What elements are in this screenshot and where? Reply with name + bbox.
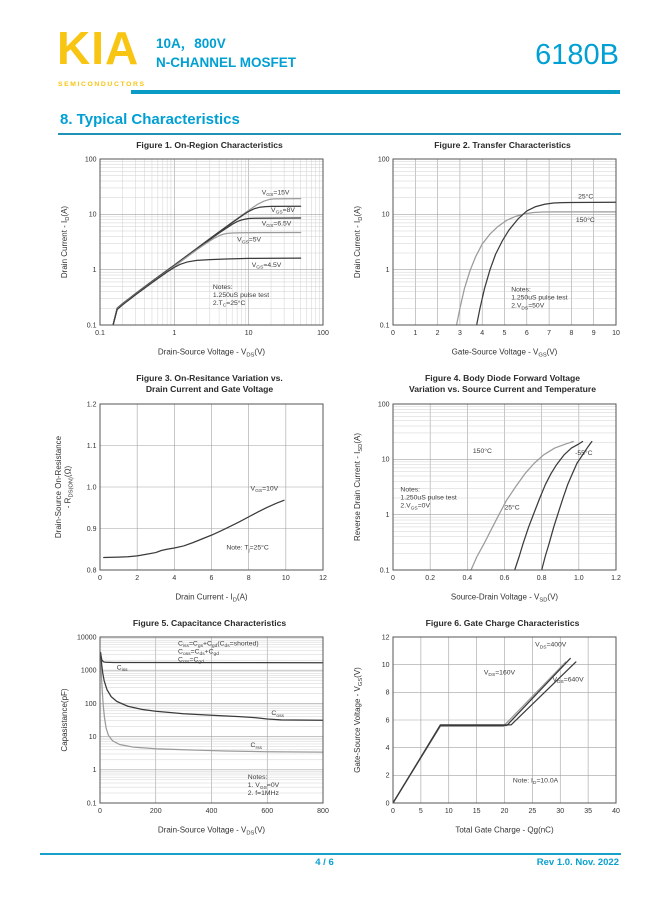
part-number: 6180B xyxy=(535,39,619,71)
svg-text:1: 1 xyxy=(412,330,417,338)
svg-text:7: 7 xyxy=(546,330,551,338)
svg-text:1.1: 1.1 xyxy=(86,442,96,450)
figure-4-title: Figure 4. Body Diode Forward Voltage Variation vs. Source Current and Temperature xyxy=(408,373,597,395)
svg-text:Drain Current - ID(A): Drain Current - $I_D(A)$ xyxy=(174,592,248,603)
svg-text:1.2: 1.2 xyxy=(610,574,621,582)
svg-text:5: 5 xyxy=(418,807,423,815)
svg-text:-55°C: -55°C xyxy=(574,449,593,457)
svg-text:150°C: 150°C xyxy=(472,447,492,455)
svg-text:0.1: 0.1 xyxy=(86,322,96,330)
figure-4 xyxy=(345,373,630,602)
svg-text:Coss: $C_{oss}$ xyxy=(270,709,284,719)
svg-text:8: 8 xyxy=(385,689,389,697)
svg-text:0: 0 xyxy=(97,574,102,582)
svg-text:100: 100 xyxy=(84,700,96,708)
kia-logo-subtext: SEMICONDUCTORS xyxy=(58,81,146,88)
svg-text:0: 0 xyxy=(97,807,102,815)
svg-text:Drain Current - ID(A): Drain Current - $I_D(A)$ xyxy=(59,206,71,279)
svg-text:150°C: 150°C xyxy=(575,217,595,225)
svg-text:1.2: 1.2 xyxy=(86,400,96,408)
figure-2-title: Figure 2. Transfer Characteristics xyxy=(434,140,571,150)
svg-text:VGS=8V: $V_{GS}=8V$ xyxy=(270,207,295,216)
figure-6-title: Figure 6. Gate Charge Characteristics xyxy=(425,617,580,628)
svg-text:1.250uS pulse test: 1.250uS pulse test xyxy=(510,294,568,302)
svg-text:Ciss: $C_{iss}$ xyxy=(116,664,128,673)
svg-text:8: 8 xyxy=(246,574,251,582)
svg-text:Notes:: Notes: xyxy=(510,286,531,294)
svg-text:Source-Drain Voltage - VSD(V: Source-Drain Voltage - $V_{SD}(V)$ xyxy=(450,592,558,603)
svg-text:1.0: 1.0 xyxy=(86,483,96,491)
svg-text:0.1: 0.1 xyxy=(86,800,96,808)
svg-text:1.250uS pulse test: 1.250uS pulse test xyxy=(212,292,269,300)
svg-text:Drain-Source Voltage - VDS(V: Drain-Source Voltage - $V_{DS}(V)$ xyxy=(157,825,265,836)
svg-text:2: 2 xyxy=(134,574,139,582)
device-rating: 10A，800V xyxy=(156,36,226,51)
svg-text:VGS=10V: $V_{GS}=10V$ xyxy=(250,484,278,494)
svg-text:1: 1 xyxy=(385,511,389,519)
section-title: 8. Typical Characteristics xyxy=(60,111,240,128)
svg-text:10: 10 xyxy=(611,330,620,338)
device-description xyxy=(156,35,296,73)
svg-text:6: 6 xyxy=(385,717,389,725)
header-rule xyxy=(131,90,620,94)
figure-2-chart xyxy=(347,152,629,358)
svg-text:1: 1 xyxy=(385,267,389,275)
svg-text:1.250uS pulse test: 1.250uS pulse test xyxy=(399,494,457,502)
svg-text:35: 35 xyxy=(583,807,592,815)
svg-text:10: 10 xyxy=(381,211,389,219)
device-type: N-CHANNEL MOSFET xyxy=(156,54,296,70)
svg-text:0.1: 0.1 xyxy=(94,330,105,338)
svg-text:0.1: 0.1 xyxy=(379,322,389,330)
svg-text:0: 0 xyxy=(390,807,395,815)
svg-text:Gate-Source Voltage - VGS(V): Gate-Source Voltage - $V_{GS}(V)$ xyxy=(451,347,557,359)
svg-text:10: 10 xyxy=(381,456,389,464)
svg-text:2.VDS=50V: $2.V_{DS}=50V$ xyxy=(510,302,544,312)
svg-text:VGS=4.5V: $V_{GS}=4.5V$ xyxy=(251,262,281,271)
svg-text:Ciss=Cgs+Cgd(Cds=shorted): $C_{iss}=C_{gs}+C_{gd}(C_{ds}=shorted)$ xyxy=(177,640,259,649)
svg-text:1000: 1000 xyxy=(80,667,96,675)
footer-rule xyxy=(40,853,621,855)
svg-text:0.1: 0.1 xyxy=(379,566,389,574)
svg-text:100: 100 xyxy=(84,156,96,164)
kia-logo: KIA xyxy=(57,22,140,74)
svg-text:20: 20 xyxy=(500,807,508,815)
svg-text:400: 400 xyxy=(205,807,217,815)
section-rule xyxy=(58,133,621,135)
footer-page-number: 4 / 6 xyxy=(315,857,334,868)
svg-text:Notes:: Notes: xyxy=(247,773,267,781)
svg-text:40: 40 xyxy=(611,807,620,815)
svg-text:10: 10 xyxy=(88,211,96,219)
svg-text:10: 10 xyxy=(281,574,290,582)
svg-text:25°C: 25°C xyxy=(504,503,520,511)
svg-text:1. VGS=0V: 1. $V_{GS}=0V$ xyxy=(247,781,279,791)
svg-text:100: 100 xyxy=(377,156,389,164)
svg-text:Crss: $C_{rss}$ xyxy=(250,741,262,751)
svg-text:VDS=640V: $V_{DS}=640V$ xyxy=(551,675,584,685)
svg-text:0.9: 0.9 xyxy=(86,525,96,533)
svg-text:1: 1 xyxy=(92,267,96,275)
figure-5-chart xyxy=(54,630,336,836)
svg-text:VGS=15V: $V_{GS}=15V$ xyxy=(261,189,289,199)
svg-text:100: 100 xyxy=(377,400,389,408)
svg-text:Capasistance(pF): Capasistance(pF) xyxy=(59,688,69,752)
svg-text:10: 10 xyxy=(244,330,253,338)
svg-text:VGS=6.5V: $V_{GS}=6.5V$ xyxy=(261,220,291,230)
svg-text:6: 6 xyxy=(524,330,529,338)
svg-text:12: 12 xyxy=(318,574,327,582)
figure-1 xyxy=(52,140,337,358)
figure-1-chart xyxy=(54,152,336,358)
svg-text:10: 10 xyxy=(444,807,453,815)
svg-text:Gate-Source Voltage - VGS(V): Gate-Source Voltage - $V_{GS}(V)$ xyxy=(352,666,364,773)
svg-text:2: 2 xyxy=(385,772,389,780)
svg-text:VDS=400V: $V_{DS}=400V$ xyxy=(534,641,566,651)
svg-text:4: 4 xyxy=(385,744,389,752)
svg-text:100: 100 xyxy=(316,330,329,338)
svg-text:4: 4 xyxy=(479,330,484,338)
svg-text:30: 30 xyxy=(555,807,564,815)
svg-text:6: 6 xyxy=(209,574,213,582)
svg-text:Reverse Drain Current - ISD(: Reverse Drain Current - $I_{SD}(A)$ xyxy=(352,432,364,541)
svg-text:10: 10 xyxy=(88,733,96,741)
svg-text:2.VGS=0V: $2.V_{GS}=0V$ xyxy=(399,502,430,511)
footer-revision: Rev 1.0. Nov. 2022 xyxy=(536,857,619,868)
charts-grid xyxy=(52,140,630,836)
svg-text:0: 0 xyxy=(390,330,395,338)
figure-2 xyxy=(345,140,630,358)
svg-text:Note: Tj=25°C: Note: $T_j=25^\circ C$ xyxy=(225,544,269,553)
svg-text:Drain-Source Voltage - VDS(V: Drain-Source Voltage - $V_{DS}(V)$ xyxy=(157,347,265,359)
svg-text:5: 5 xyxy=(502,330,506,338)
svg-text:9: 9 xyxy=(591,330,596,338)
svg-text:15: 15 xyxy=(472,807,481,815)
svg-text:Coss=Cds+Cgd: $C_{oss}=C_{ds}+C_{gd}$ xyxy=(177,648,219,657)
svg-text:25: 25 xyxy=(527,807,536,815)
svg-text:0: 0 xyxy=(390,574,395,582)
svg-text:0.6: 0.6 xyxy=(499,574,509,582)
svg-text:12: 12 xyxy=(381,634,389,642)
figure-5-title: Figure 5. Capacitance Characteristics xyxy=(132,617,287,628)
svg-text:- RDS(ON)(Ω): - $R_{DS(ON)}(\Omega)$ xyxy=(63,465,74,508)
svg-text:Notes:: Notes: xyxy=(399,486,420,494)
svg-text:1: 1 xyxy=(92,766,96,774)
figure-3-title: Figure 3. On-Resitance Variation vs. Drain Current and Gate Voltage xyxy=(136,373,283,395)
svg-text:600: 600 xyxy=(260,807,273,815)
svg-text:2: 2 xyxy=(435,330,440,338)
svg-text:0: 0 xyxy=(385,800,389,808)
svg-text:2.TC=25°C: $2.T_C=25^\circ C$ xyxy=(212,300,245,309)
svg-text:Note: ID=10.0A: Note: $I_D=10.0A$ xyxy=(512,776,558,786)
svg-text:1: 1 xyxy=(171,330,176,338)
figure-1-title: Figure 1. On-Region Characteristics xyxy=(136,140,283,150)
svg-text:200: 200 xyxy=(149,807,162,815)
svg-text:Total Gate Charge - Qg(nC): Total Gate Charge - Qg(nC) xyxy=(454,825,554,835)
figure-6-chart xyxy=(347,630,629,836)
figure-3 xyxy=(52,373,337,602)
svg-text:1.0: 1.0 xyxy=(573,574,584,582)
svg-text:VDS=160V: $V_{DS}=160V$ xyxy=(483,669,515,678)
svg-text:0.8: 0.8 xyxy=(86,566,96,574)
svg-text:8: 8 xyxy=(568,330,573,338)
svg-text:0.2: 0.2 xyxy=(424,574,435,582)
svg-text:0.4: 0.4 xyxy=(461,574,472,582)
figure-5 xyxy=(52,618,337,836)
svg-text:Notes:: Notes: xyxy=(212,284,233,292)
figure-4-chart xyxy=(347,397,629,603)
svg-text:10000: 10000 xyxy=(76,634,96,642)
svg-text:4: 4 xyxy=(171,574,176,582)
svg-text:VGS=5V: $V_{GS}=5V$ xyxy=(236,236,261,246)
svg-text:10: 10 xyxy=(381,661,389,669)
svg-text:25°C: 25°C xyxy=(577,193,593,201)
svg-text:Drain Current - ID(A): Drain Current - $I_D(A)$ xyxy=(352,206,364,279)
svg-text:3: 3 xyxy=(457,330,462,338)
svg-text:Crss=Cgd: $C_{rss}=C_{gd}$ xyxy=(177,656,204,665)
svg-text:Drain-Source On-Resistance: Drain-Source On-Resistance xyxy=(53,435,63,538)
svg-text:800: 800 xyxy=(316,807,329,815)
figure-6 xyxy=(345,618,630,836)
svg-text:2. f=1MHz: 2. f=1MHz xyxy=(247,789,279,797)
svg-text:0.8: 0.8 xyxy=(536,574,547,582)
figure-3-chart xyxy=(54,397,336,603)
